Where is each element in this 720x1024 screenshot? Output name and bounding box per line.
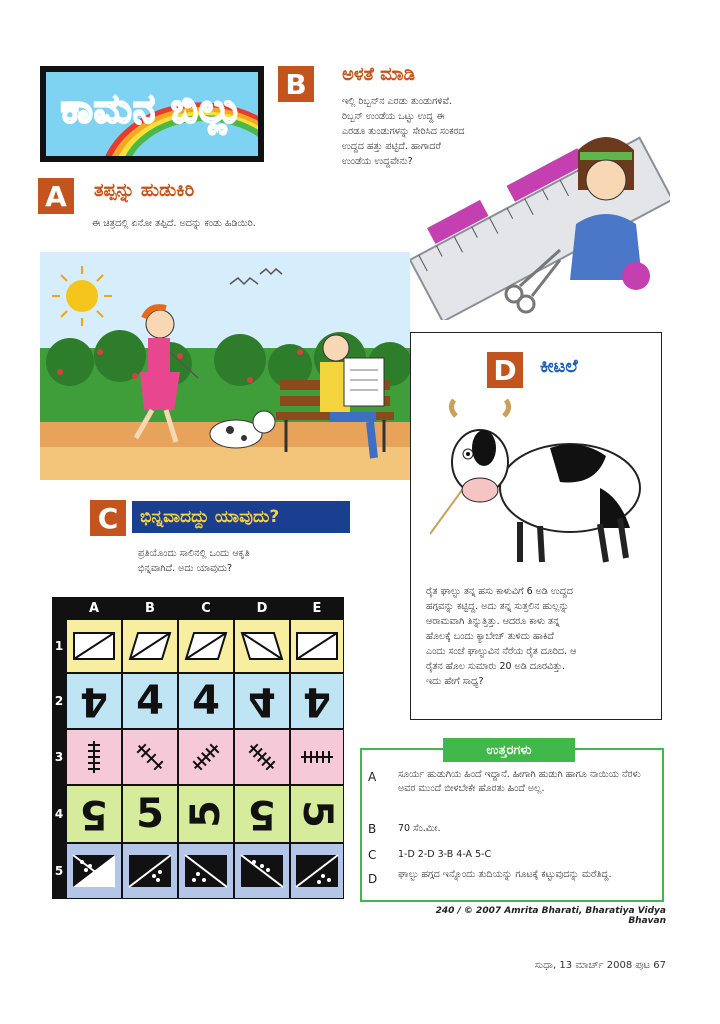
section-d-letter: D <box>487 352 523 388</box>
section-b-line: ಇಲ್ಲಿ ರಿಬ್ಬನ್‌ನ ಎರಡು ತುಂಡುಗಳಿವೆ. <box>342 96 452 107</box>
rectangle-diagonal-icon <box>72 631 116 661</box>
ruler-ribbon-illustration <box>410 100 670 320</box>
digit-four-flipped: 4 <box>248 678 276 724</box>
grid-cell-3c <box>178 729 234 785</box>
section-c-letter: C <box>90 500 126 536</box>
parallelogram-icon <box>128 631 172 661</box>
digit-five-rotated: 5 <box>294 800 340 828</box>
answers-title: ಉತ್ತರಗಳು <box>443 738 575 762</box>
magazine-logo <box>40 66 264 162</box>
grid-cell-3a <box>66 729 122 785</box>
grid-cell-2e <box>290 673 344 729</box>
grid-col-header: B <box>122 597 178 619</box>
grid-row-label: 5 <box>52 843 66 899</box>
digit-four-rotated: 4 <box>303 678 331 724</box>
section-d-text <box>426 584 656 689</box>
grid-cell-3b <box>122 729 178 785</box>
dotted-diagonal-icon <box>184 854 228 888</box>
grid-cell-2c <box>178 673 234 729</box>
section-a-title: ತಪ್ಪನ್ನು ಹುಡುಕಿರಿ <box>94 180 195 201</box>
logo-text: ಕಾಮನ ಬಿಲ್ಲು <box>60 86 244 132</box>
grid-cell-2d <box>234 673 290 729</box>
digit-four: 4 <box>192 678 220 724</box>
grid-cell-5e <box>290 843 344 899</box>
grid-col-header: D <box>234 597 290 619</box>
tick-line-icon <box>74 737 114 777</box>
grid-col-header: A <box>66 597 122 619</box>
grid-row-label: 2 <box>52 673 66 729</box>
section-d-line: ಇದು ಹೇಗೆ ಸಾಧ್ಯ? <box>426 676 484 687</box>
parallelogram-icon <box>240 631 284 661</box>
digit-five-rotated: 5 <box>248 791 276 837</box>
section-c-line: ಪ್ರತಿಯೊಂದು ಸಾಲಿನಲ್ಲಿ ಒಂದು ಆಕೃತಿ <box>138 548 250 559</box>
grid-cell-3e <box>290 729 344 785</box>
rectangle-diagonal-icon <box>295 631 339 661</box>
grid-col-header: E <box>290 597 344 619</box>
park-scene-illustration <box>40 252 410 480</box>
section-d-line: ಆರಾಮವಾಗಿ ತಿನ್ನುತ್ತಿತ್ತು. ಆದರೂ ಕಾಳು ತನ್ನ <box>426 616 560 627</box>
tick-line-icon <box>130 737 170 777</box>
section-a-letter: A <box>38 178 74 214</box>
grid-cell-5a <box>66 843 122 899</box>
digit-five-rotated: 5 <box>80 791 108 837</box>
section-d-line: ಎಂದು ಸಂಜೆ ಘಾಲ್ಟುವಿನ ನೆರೆಯ ರೈತ ದೂರಿದ. ಆ <box>426 646 577 657</box>
grid-cell-5d <box>234 843 290 899</box>
answer-text: 70 ಸೆಂ.ಮೀ. <box>398 823 441 834</box>
section-b-line: ಉಂಡೆಯ ಉದ್ದವೇನು? <box>342 156 413 167</box>
section-d-line: ಹಗ್ಗವನ್ನು ಕಟ್ಟಿದ್ದ. ಅದು ತನ್ನ ಸುತ್ತಲಿನ ಹುಲ್ಲನ್ನು <box>426 601 569 612</box>
grid-cell-5b <box>122 843 178 899</box>
section-c-line: ಭಿನ್ನವಾಗಿದೆ. ಅದು ಯಾವುದು? <box>138 563 233 574</box>
tick-line-icon <box>186 737 226 777</box>
answer-text: 1-D 2-D 3-B 4-A 5-C <box>398 849 492 860</box>
dotted-diagonal-icon <box>240 854 284 888</box>
answer-letter: B <box>368 822 377 836</box>
grid-cell-1a <box>66 619 122 673</box>
grid-cell-4e <box>290 785 344 843</box>
section-b-letter: B <box>278 66 314 102</box>
dotted-diagonal-icon <box>128 854 172 888</box>
grid-row-label: 3 <box>52 729 66 785</box>
grid-cell-3d <box>234 729 290 785</box>
parallelogram-icon <box>184 631 228 661</box>
section-d-line: ರೈತನ ಹೊಲ ಸುಮಾರು 20 ಅಡಿ ದೂರವಿತ್ತು. <box>426 661 566 672</box>
grid-cell-1e <box>290 619 344 673</box>
grid-row-label: 1 <box>52 619 66 673</box>
dotted-diagonal-icon <box>295 854 339 888</box>
grid-col-header: C <box>178 597 234 619</box>
odd-one-out-grid <box>52 597 344 899</box>
grid-cell-1b <box>122 619 178 673</box>
dotted-diagonal-icon <box>72 854 116 888</box>
section-b-line: ಉದ್ದದ ಹತ್ತು ಪಟ್ಟಿದೆ. ಹಾಗಾದರೆ <box>342 141 441 152</box>
digit-five-rotated: 5 <box>183 800 229 828</box>
grid-cell-4b <box>122 785 178 843</box>
answers-box <box>360 748 664 902</box>
digit-four-rotated: 4 <box>80 678 108 724</box>
section-d-line: ಹೊಲಕ್ಕೆ ಬಂದು ಕ್ಯಾಬೇಜ್ ತುಳಿದು ಹಾಕಿದೆ <box>426 631 554 642</box>
section-b-line: ರಿಬ್ಬನ್ ಉಂಡೆಯ ಒಟ್ಟು ಉದ್ದ ಈ <box>342 111 445 122</box>
section-c-text <box>138 546 250 576</box>
grid-cell-1c <box>178 619 234 673</box>
digit-four: 4 <box>136 678 164 724</box>
grid-cell-2a <box>66 673 122 729</box>
tick-line-icon <box>297 737 337 777</box>
section-b-title: ಅಳತೆ ಮಾಡಿ <box>342 64 415 85</box>
answer-letter: A <box>368 770 377 784</box>
answer-letter: D <box>368 872 378 886</box>
grid-cell-4c <box>178 785 234 843</box>
grid-row-label: 4 <box>52 785 66 843</box>
grid-cell-4a <box>66 785 122 843</box>
grid-cell-5c <box>178 843 234 899</box>
section-d-title: ಕೀಟಲೆ <box>540 356 578 377</box>
cow-illustration <box>430 398 646 574</box>
digit-five: 5 <box>136 791 164 837</box>
grid-cell-2b <box>122 673 178 729</box>
tick-line-icon <box>242 737 282 777</box>
section-b-line: ಎರಡೂ ತುಂಡುಗಳನ್ನು ಸೇರಿಸಿದ ಸಂಕರದ <box>342 126 465 137</box>
answer-text: ಸೂರ್ಯ ಹುಡುಗಿಯ ಹಿಂದೆ ಇದ್ದಾನೆ. ಹೀಗಾಗಿ ಹುಡುಗಿ ಹಾಗೂ ನಾಯಿಯ ನೆರಳು ಅವರ ಮುಂದೆ ಬೀಳಬೇಕೇ ಹೊರತು ಹಿಂದೆ ಅಲ್ಲ. <box>398 769 641 794</box>
answer-letter: C <box>368 848 377 862</box>
copyright-credit: 240 / © 2007 Amrita Bharati, Bharatiya Vidya Bhavan <box>435 906 666 926</box>
section-d-line: ರೈತ ಘಾಲ್ಟು ತನ್ನ ಹಸು ಕಾಳುವಿಗೆ 6 ಅಡಿ ಉದ್ದದ <box>426 586 573 597</box>
section-c-title: ಭಿನ್ನವಾದದ್ದು ಯಾವುದು? <box>132 501 350 533</box>
page-footer: ಸುಧಾ, 13 ಮಾರ್ಚ್ 2008 ಪುಟ 67 <box>534 960 666 971</box>
section-a-instruction: ಈ ಚಿತ್ರದಲ್ಲಿ ಏನೋ ತಪ್ಪಿದೆ. ಅದನ್ನು ಕಂಡು ಹಿಡಿಯಿರಿ. <box>92 218 256 229</box>
answer-text: ಘಾಲ್ಟು ಹಗ್ಗದ ಇನ್ನೊಂದು ತುದಿಯನ್ನು ಗೂಟಕ್ಕೆ ಕಟ್ಟುವುದನ್ನು ಮರೆತಿದ್ದ. <box>398 869 612 880</box>
grid-cell-4d <box>234 785 290 843</box>
grid-cell-1d <box>234 619 290 673</box>
